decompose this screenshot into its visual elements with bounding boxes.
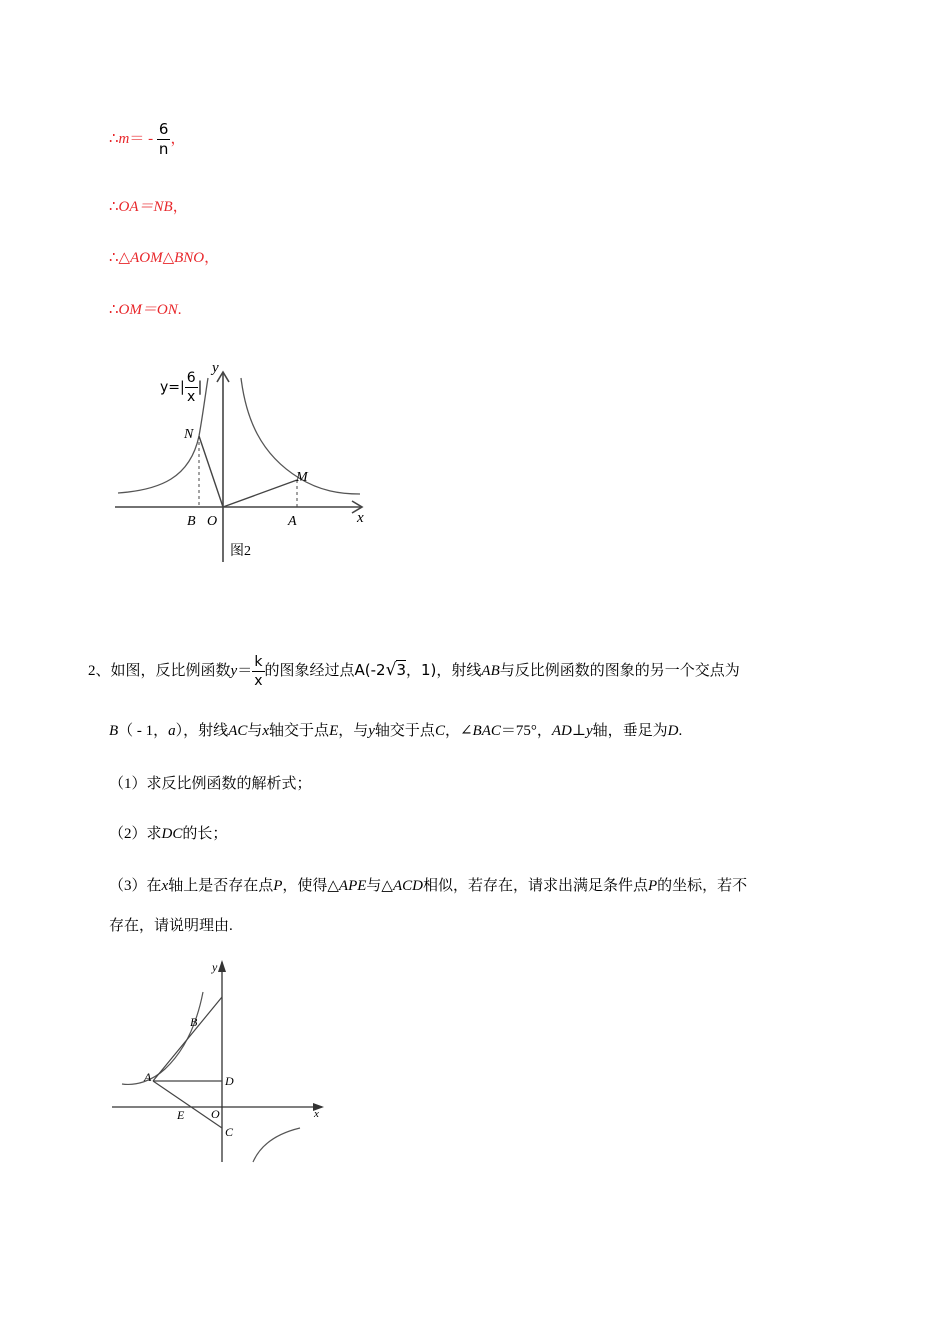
solution-line-3 <box>109 246 219 267</box>
ray-text-1: ，射线 <box>436 662 482 679</box>
expr-om-on: OM＝ON <box>118 302 178 318</box>
point-d: D <box>667 723 679 739</box>
problem-number: 2、 <box>88 662 111 679</box>
solution-line-1 <box>109 122 185 157</box>
fourth-quadrant-branch <box>253 1128 300 1162</box>
triangle-symbol: △ <box>162 250 175 266</box>
perp-symbol: ⊥ <box>571 723 586 739</box>
question-1: （1）求反比例函数的解析式； <box>109 776 312 792</box>
label-x: x <box>314 1108 319 1120</box>
var-x: x <box>262 723 270 739</box>
label-m: M <box>296 470 308 485</box>
point-b: B <box>109 723 119 739</box>
var-y-2: y <box>585 723 593 739</box>
figure-caption: 图2 <box>230 544 251 559</box>
point-c: C <box>434 723 445 739</box>
figure-1-graph <box>100 350 390 570</box>
expr-oa-nb: OA＝NB <box>118 199 173 215</box>
label-y: y <box>212 360 219 376</box>
ray-ab: AB <box>481 662 500 679</box>
q3-text-e: 相似，若存在，请求出满足条件点 <box>422 878 648 894</box>
formula-prefix: y=| <box>160 379 185 396</box>
period: . <box>177 302 182 318</box>
triangle-aom: AOM <box>130 250 163 266</box>
radicand: 3 <box>396 660 406 679</box>
label-a: A <box>144 1070 152 1084</box>
q3-text-b: 轴上是否存在点 <box>168 878 274 894</box>
comma: ， <box>172 199 188 215</box>
therefore-symbol: ∴ <box>109 302 119 318</box>
second-quadrant-branch <box>122 992 203 1084</box>
point-p: P <box>273 878 283 894</box>
problem-2-line-2 <box>109 719 682 740</box>
text-6: ＝75°， <box>500 723 552 739</box>
func-var-y: y <box>230 662 238 679</box>
ray-ab <box>153 997 222 1081</box>
text-1: 与 <box>247 723 263 739</box>
var-a: a <box>168 723 176 739</box>
segment-dc: DC <box>161 826 183 842</box>
label-e: E <box>177 1108 185 1122</box>
figure-2-graph <box>100 950 340 1170</box>
ray-text-2: 与反比例函数的图象的另一个交点为 <box>499 662 740 679</box>
label-a: A <box>288 514 297 529</box>
q3-text-d: 与△ <box>366 878 393 894</box>
label-x: x <box>357 510 364 526</box>
label-b: B <box>187 514 196 529</box>
figure-1-formula <box>160 371 202 404</box>
formula-denominator: x <box>185 387 198 404</box>
var-x: x <box>161 878 169 894</box>
text-2: 轴交于点 <box>269 723 330 739</box>
question-3-line-1 <box>109 874 747 895</box>
therefore-symbol: ∴ <box>109 130 119 147</box>
segment-ad: AD <box>551 723 572 739</box>
fraction-numerator: 6 <box>158 120 169 138</box>
point-a-coordinates <box>355 661 437 679</box>
therefore-triangle: ∴△ <box>109 250 131 266</box>
fraction-denominator: x <box>254 673 263 689</box>
q2-text-b: 的长； <box>182 826 228 842</box>
q3-text-c: ，使得△ <box>282 878 339 894</box>
question-3-line-2: 存在，请说明理由. <box>109 918 233 934</box>
func-eq: ＝ <box>237 662 253 679</box>
formula-fraction <box>185 371 198 404</box>
label-c: C <box>225 1125 234 1139</box>
label-o: O <box>207 514 218 529</box>
q3-text-a: （3）在 <box>109 878 162 894</box>
text-3: ，与 <box>338 723 369 739</box>
comma: ， <box>204 250 220 266</box>
text-8: 轴，垂足为 <box>592 723 668 739</box>
text-5: ，∠ <box>444 723 473 739</box>
point-a-suffix: ，1) <box>406 660 437 679</box>
passes-text: 的图象经过点 <box>264 662 355 679</box>
fraction-6-over-n <box>157 122 171 157</box>
label-d: D <box>225 1074 234 1088</box>
text-4: 轴交于点 <box>374 723 435 739</box>
sqrt-3: √3 <box>385 659 406 680</box>
var-y: y <box>368 723 375 739</box>
segment-on <box>199 436 223 507</box>
point-p-2: P <box>647 878 658 894</box>
fraction-denominator: n <box>157 139 171 157</box>
period: . <box>678 723 683 739</box>
label-b: B <box>190 1015 198 1029</box>
fraction-numerator: k <box>254 654 263 670</box>
point-a-prefix: A(-2 <box>354 660 386 679</box>
triangle-bno: BNO <box>174 250 205 266</box>
q3-text-f: 的坐标，若不 <box>657 878 748 894</box>
solution-line-2 <box>109 195 188 216</box>
var-m: m <box>118 130 130 147</box>
triangle-ape: APE <box>338 878 367 894</box>
question-2 <box>109 822 227 843</box>
coord-b: ），射线 <box>175 723 229 739</box>
point-e: E <box>329 723 339 739</box>
label-n: N <box>184 427 194 442</box>
coord-a: （ - 1， <box>118 723 169 739</box>
problem-intro: 如图，反比例函数 <box>110 662 231 679</box>
triangle-acd: ACD <box>392 878 423 894</box>
therefore-symbol: ∴ <box>109 199 119 215</box>
solution-line-4 <box>109 298 181 319</box>
segment-om <box>223 480 297 507</box>
y-axis-arrow <box>218 960 226 972</box>
comma: ， <box>170 130 186 147</box>
formula-suffix: | <box>197 379 203 396</box>
equals-minus: ＝ - <box>129 130 157 147</box>
label-y: y <box>212 960 218 974</box>
problem-2-line-1 <box>88 655 740 688</box>
formula-numerator: 6 <box>186 370 196 386</box>
ray-ac: AC <box>228 723 248 739</box>
angle-bac: BAC <box>472 723 501 739</box>
fraction-k-over-x <box>252 655 264 688</box>
label-o: O <box>211 1107 220 1121</box>
q2-text-a: （2）求 <box>109 826 162 842</box>
